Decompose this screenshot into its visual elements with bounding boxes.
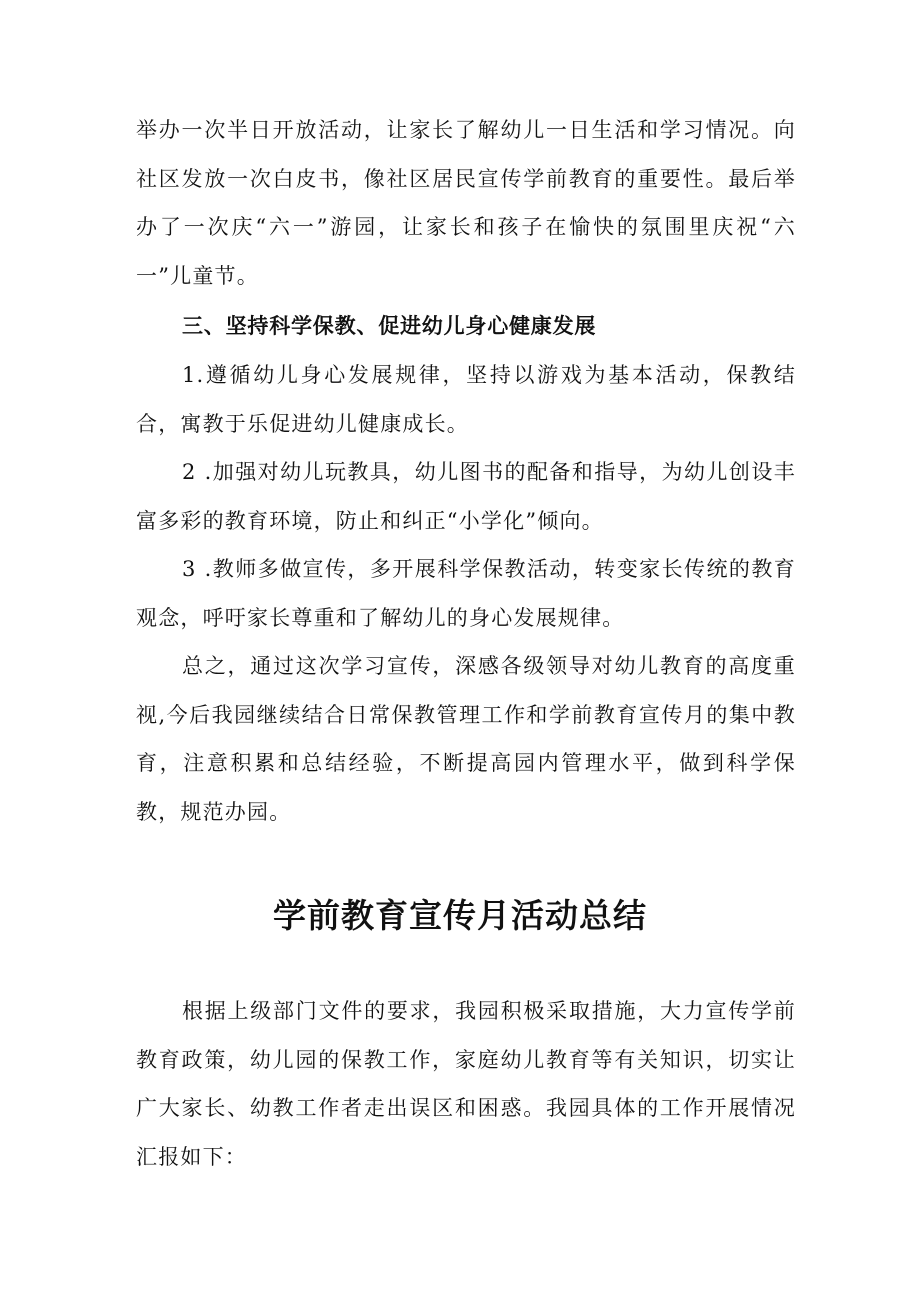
intro-paragraph: 根据上级部门文件的要求，我园积极采取措施，大力宣传学前教育政策，幼儿园的保教工作，家庭幼儿教育等有关知识，切实让广大家长、幼教工作者走出误区和困惑。我园具体的工作开展情况汇报如下： <box>136 999 796 1169</box>
list-item-1: 1.遵循幼儿身心发展规律，坚持以游戏为基本活动，保教结合，寓教于乐促进幼儿健康成长。 <box>136 363 796 436</box>
conclusion-paragraph: 总之，通过这次学习宣传，深感各级领导对幼儿教育的高度重视,今后我园继续结合日常保教管理工作和学前教育宣传月的集中教育，注意积累和总结经验，不断提高园内管理水平，做到科学保教，规范办园。 <box>136 654 796 824</box>
section-heading: 三、坚持科学保教、促进幼儿身心健康发展 <box>182 314 597 338</box>
document-title: 学前教育宣传月活动总结 <box>273 896 647 935</box>
list-item-3: 3 .教师多做宣传，多开展科学保教活动，转变家长传统的教育观念，呼吁家长尊重和了解幼儿的身心发展规律。 <box>136 557 796 630</box>
paragraph-open-day: 举办一次半日开放活动，让家长了解幼儿一日生活和学习情况。向社区发放一次白皮书，像社区居民宣传学前教育的重要性。最后举办了一次庆“六一”游园，让家长和孩子在愉快的氛围里庆祝“六一”儿童节。 <box>136 118 796 288</box>
list-item-2: 2 .加强对幼儿玩教具，幼儿图书的配备和指导，为幼儿创设丰富多彩的教育环境，防止和纠正“小学化”倾向。 <box>136 460 796 533</box>
